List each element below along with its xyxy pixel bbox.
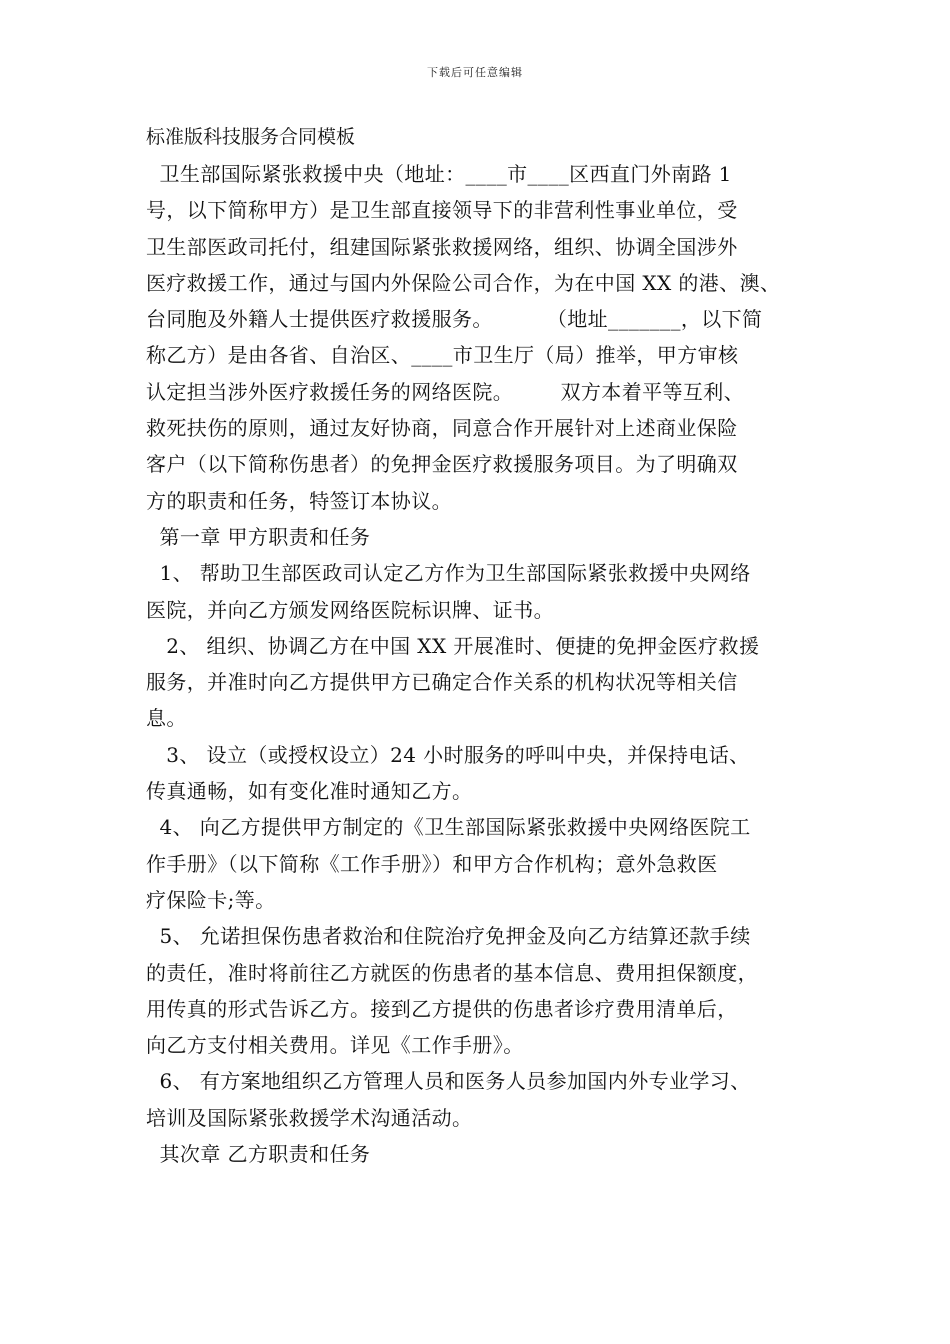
- body-line: 2、 组织、协调乙方在中国 XX 开展准时、便捷的免押金医疗救援: [146, 633, 760, 658]
- body-line: 号，以下简称甲方）是卫生部直接领导下的非营利性事业单位，受: [146, 198, 738, 223]
- body-line: 6、 有方案地组织乙方管理人员和医务人员参加国内外专业学习、: [146, 1069, 751, 1094]
- body-line: 医疗救援工作，通过与国内外保险公司合作，为在中国 XX 的港、澳、: [146, 270, 781, 295]
- body-line: 疗保险卡;等。: [146, 887, 276, 912]
- page-header: 下载后可任意编辑: [427, 66, 523, 79]
- body-line: 认定担当涉外医疗救援任务的网络医院。 双方本着平等互利、: [146, 379, 745, 404]
- body-line: 3、 设立（或授权设立）24 小时服务的呼叫中央，并保持电话、: [146, 742, 750, 767]
- body-line: 卫生部国际紧张救援中央（地址：____市____区西直门外南路 1: [146, 162, 732, 186]
- body-line: 救死扶伤的原则，通过友好协商，同意合作开展针对上述商业保险: [146, 416, 738, 441]
- body-line: 5、 允诺担保伤患者救治和住院治疗免押金及向乙方结算还款手续: [146, 924, 751, 949]
- body-line: 服务，并准时向乙方提供甲方已确定合作关系的机构状况等相关信: [146, 670, 738, 695]
- body-line: 向乙方支付相关费用。详见《工作手册》。: [146, 1033, 524, 1058]
- document-body: [146, 156, 826, 1172]
- body-line: 作手册》（以下简称《工作手册》）和甲方合作机构；意外急救医: [146, 851, 718, 876]
- document-title: 标准版科技服务合同模板: [146, 126, 356, 148]
- body-line: 息。: [146, 706, 187, 731]
- body-line: 医院，并向乙方颁发网络医院标识牌、证书。: [146, 597, 554, 622]
- chapter-heading: 第一章 甲方职责和任务: [146, 524, 371, 549]
- body-line: 培训及国际紧张救援学术沟通活动。: [146, 1105, 473, 1130]
- body-line: 称乙方）是由各省、自治区、____市卫生厅（局）推举，甲方审核: [146, 343, 739, 368]
- body-line: 传真通畅，如有变化准时通知乙方。: [146, 779, 473, 804]
- body-line: 方的职责和任务，特签订本协议。: [146, 488, 452, 513]
- chapter-heading: 其次章 乙方职责和任务: [146, 1142, 371, 1167]
- body-line: 台同胞及外籍人士提供医疗救援服务。 （地址_______，以下简: [146, 307, 763, 332]
- body-line: 用传真的形式告诉乙方。接到乙方提供的伤患者诊疗费用清单后，: [146, 996, 738, 1021]
- body-line: 1、 帮助卫生部医政司认定乙方作为卫生部国际紧张救援中央网络: [146, 561, 751, 586]
- body-line: 4、 向乙方提供甲方制定的《卫生部国际紧张救援中央网络医院工: [146, 815, 751, 840]
- body-line: 卫生部医政司托付，组建国际紧张救援网络，组织、协调全国涉外: [146, 234, 738, 259]
- body-line: 客户（以下简称伤患者）的免押金医疗救援服务项目。为了明确双: [146, 452, 738, 477]
- body-line: 的责任，准时将前往乙方就医的伤患者的基本信息、费用担保额度，: [146, 960, 758, 985]
